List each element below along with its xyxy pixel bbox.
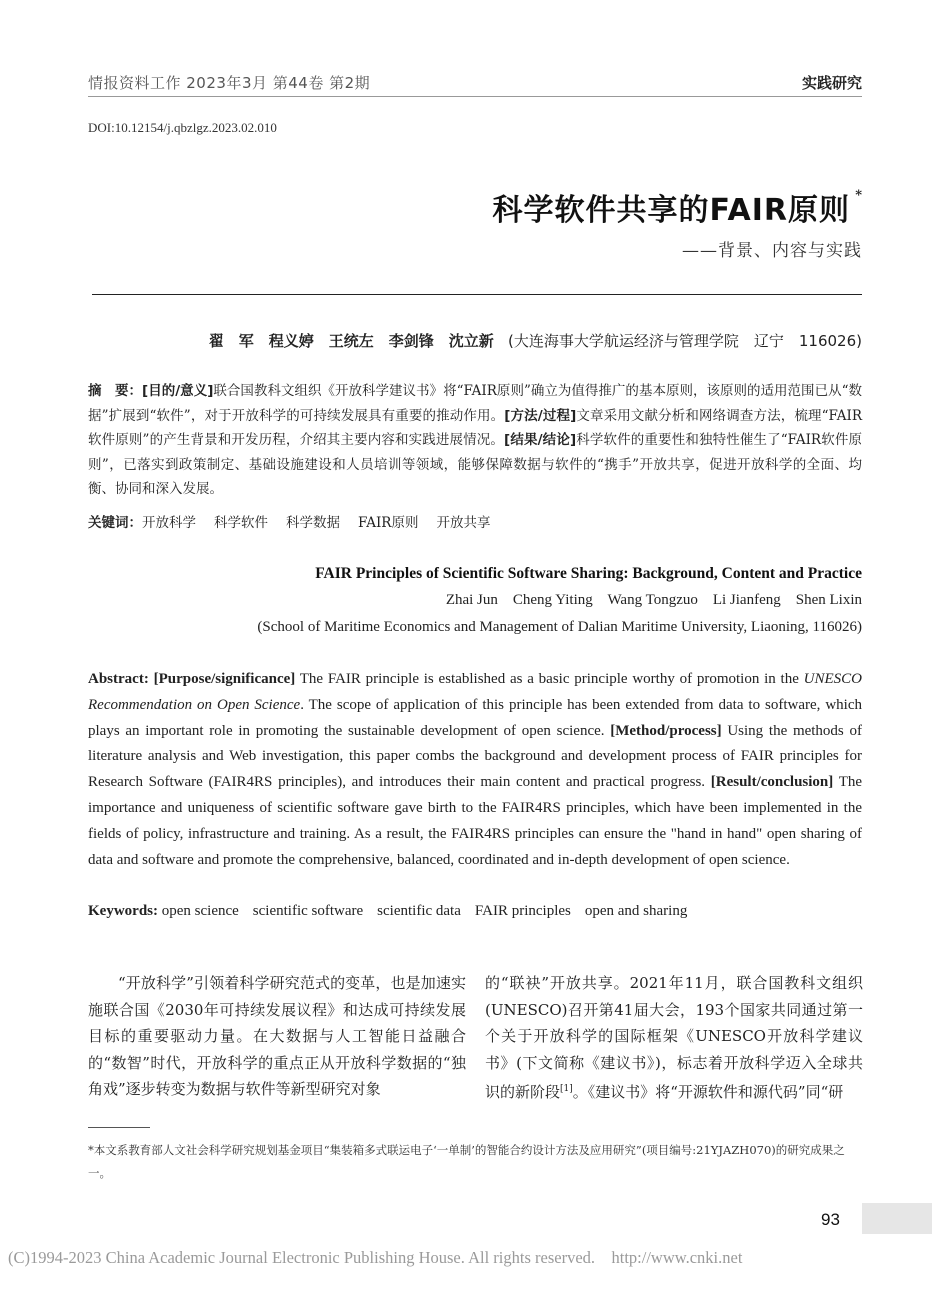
english-affiliation: (School of Maritime Economics and Management of Dalian Maritime University, Liaoning, 116026) [257,619,862,635]
english-keywords [88,903,701,920]
purpose-text-cn: 联合国教科文组织《开放科学建议书》将“FAIR原则”确立为值得推广的基本原则，该原则的适用范围已从“数据”扩展到“软件”，对于开放科学的可持续发展具有重要的推动作用。 [88,383,862,424]
title-footnote-mark: * [855,188,862,203]
body-column-left [88,970,466,1103]
keywords-cn-label: 关键词： [88,515,142,531]
body-text: 。《建议书》将“开源软件和源代码”同“研 [572,1083,844,1102]
keyword-cn: 科学数据 [286,515,340,531]
purpose-label-cn: [目的/意义] [142,383,214,399]
keyword-en: scientific software [252,903,364,919]
journal-info: 情报资料工作 2023年3月 第44卷 第2期 [88,74,371,92]
result-label-cn: [结果/结论] [504,432,577,448]
authors-cn [209,330,862,351]
body-column-right [485,970,863,1106]
doi: DOI:10.12154/j.qbzlgz.2023.02.010 [88,120,277,135]
page-number-tab [862,1203,932,1234]
article-subtitle: ——背景、内容与实践 [682,241,862,261]
affiliation-cn: (大连海事大学航运经济与管理学院 辽宁 116026) [508,332,862,350]
body-text: 的“联袂”开放共享。2021年11月，联合国教科文组织(UNESCO)召开第41届大会，193个国家共同通过第一个关于开放科学的国际框架《UNESCO开放科学建议书》(下文简称《建议书》)，标志着开放科学迈入全球共识的新阶段 [485,974,863,1102]
keywords-en-label: Keywords: [88,903,158,919]
purpose-text-en-1: The FAIR principle is established as a basic principle worthy of promotion in the [299,671,799,687]
abstract-cn-label: 摘 要： [88,383,143,399]
keyword-en: FAIR principles [474,903,571,919]
keyword-en: scientific data [377,903,461,919]
method-text-cn: 文章采用文献分析和网络调查方法，梳理“FAIR软件原则”的产生背景和开发历程，介绍其主要内容和实践进展情况。 [88,407,862,448]
section-label: 实践研究 [801,74,862,92]
keywords-cn [88,511,862,536]
copyright-notice: (C)1994-2023 China Academic Journal Electronic Publishing House. All rights reserved. http://www.cnki.net [8,1248,743,1267]
purpose-text-en-2: . The scope of application of this principle has been extended from data to software, which plays an important role in promoting the sustainable development of open science. [88,696,862,739]
method-text-en: Using the methods of literature analysis and Web investigation, this paper combs the background and development process of FAIR principles for Research Software (FAIR4RS principles), and introduces their main content and practical progress. [88,722,862,791]
article-title: 科学软件共享的FAIR原则 [492,193,850,228]
footnote-divider [88,1127,150,1128]
body-paragraph: “开放科学”引领着科学研究范式的变革，也是加速实施联合国《2030年可持续发展议程》和达成可持续发展目标的重要驱动力量。在大数据与人工智能日益融合的“数智”时代，开放科学的重点正从开放科学数据的“独角戏”逐步转变为数据与软件等新型研究对象 [88,974,466,1099]
method-label-en: [Method/process] [610,722,722,739]
english-authors: Zhai Jun Cheng Yiting Wang Tongzuo Li Jianfeng Shen Lixin [445,592,862,608]
result-label-en: [Result/conclusion] [710,774,834,791]
result-text-en: The importance and uniqueness of scientific software gave birth to the FAIR4RS principles, which have been implemented in the fields of policy, infrastructure and training. As a result, the FAIR4RS principles can ensure the "hand in hand" open sharing of data and software and promote the comprehensive, balanced, coordinated and in-depth development of open science. [88,774,863,868]
english-abstract [88,667,862,873]
page-number: 93 [821,1210,840,1229]
keyword-cn: 科学软件 [214,515,268,531]
purpose-italic-en: UNESCO Recommendation on Open Science [88,671,863,713]
keyword-en: open and sharing [584,903,688,919]
author-names-cn: 翟 军 程义婷 王统左 李剑锋 沈立新 [208,332,494,350]
purpose-label-en: [Purpose/significance] [153,671,296,687]
abstract-en-label: Abstract: [88,671,149,687]
keyword-cn: 开放共享 [436,515,491,531]
abstract-cn [88,379,862,502]
keyword-cn: 开放科学 [142,515,196,531]
method-label-cn: [方法/过程] [504,407,577,424]
citation-ref: [1] [560,1084,573,1095]
title-divider [92,294,862,295]
keyword-cn: FAIR原则 [358,515,419,531]
header-divider [88,96,862,97]
english-title: FAIR Principles of Scientific Software Sharing: Background, Content and Practice [315,565,862,582]
body-paragraph-continued [485,970,863,1106]
result-text-cn: 科学软件的重要性和独特性催生了“FAIR软件原则”，已落实到政策制定、基础设施建设和人员培训等领域，能够保障数据与软件的“携手”开放共享，促进开放科学的全面、均衡、协同和深入发展。 [88,432,863,497]
footnote: *本文系教育部人文社会科学研究规划基金项目“集装箱多式联运电子‘一单制’的智能合约设计方法及应用研究”(项目编号:21YJAZH070)的研究成果之一。 [88,1143,845,1180]
keyword-en: open science [161,903,239,919]
